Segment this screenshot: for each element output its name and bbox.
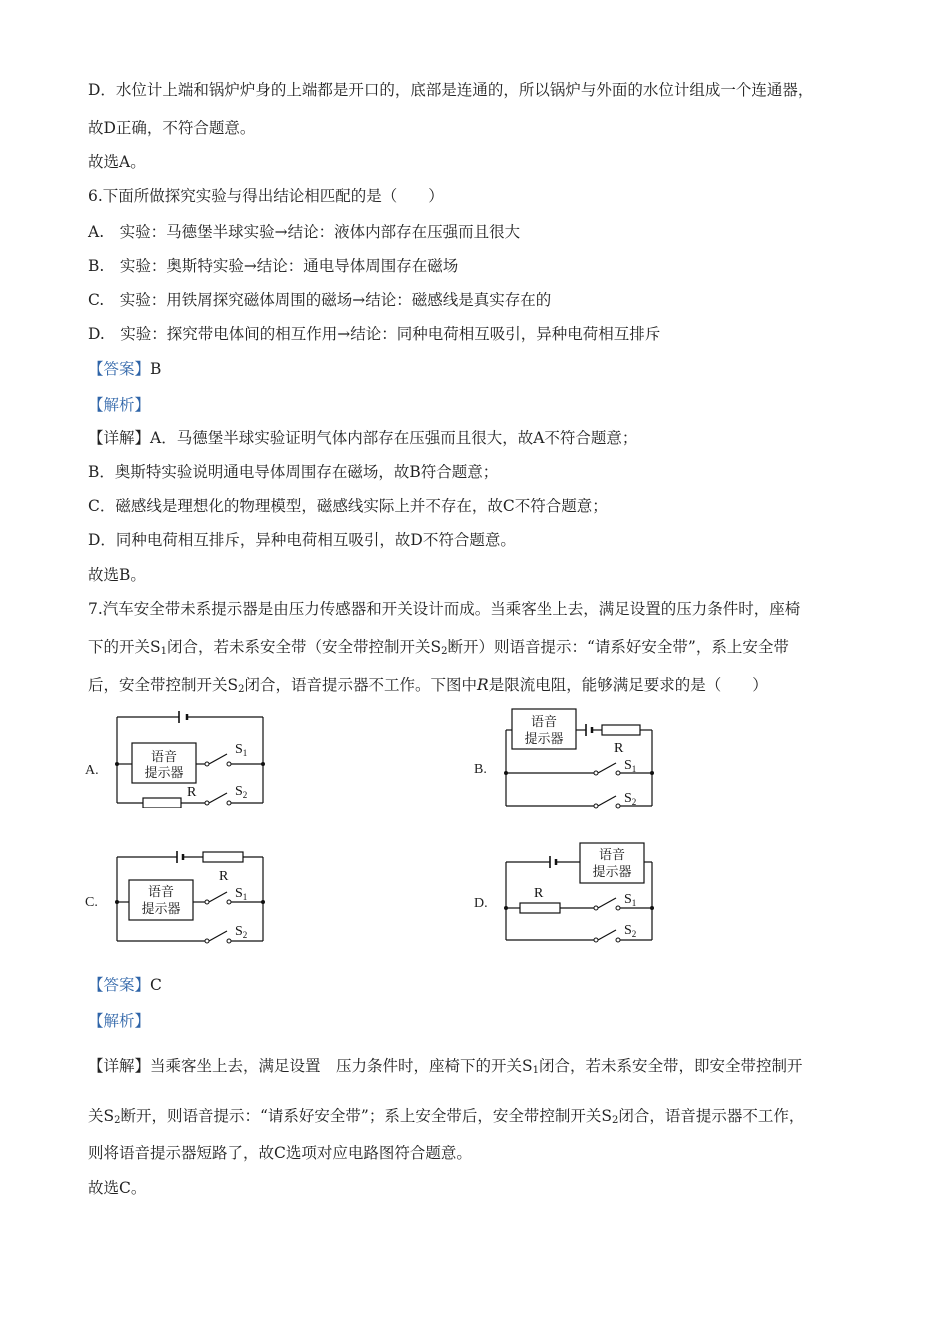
- q7-detail-line1: [88, 1056, 803, 1081]
- circuit-c-device-l2: 提示器: [141, 902, 181, 917]
- circuit-d-device-l2: 提示器: [592, 865, 632, 880]
- q7-stem-l2-b: 闭合，若未系安全带（安全带控制开关S: [167, 638, 442, 656]
- q7-stem-l2-c: 断开）则语音提示：“请系好安全带”，系上安全带: [447, 638, 789, 656]
- q6-detail-line1: [88, 428, 637, 448]
- circuit-d-s2: $S_2$: [624, 923, 637, 939]
- q7-stem-l3-c: 是限流电阻，能够满足要求的是（ ）: [488, 676, 768, 694]
- circuit-b-s1: $S_1$: [624, 758, 637, 774]
- q7-stem-l3-b: 闭合，语音提示器不工作。下图中: [244, 676, 478, 694]
- q7-analysis-label: 【解析】: [88, 1012, 151, 1030]
- q7-detail-l2-a: 关S: [88, 1107, 115, 1125]
- circuit-a-label: A.: [85, 763, 99, 778]
- q6-answer-tag: 【答案】: [88, 360, 151, 378]
- circuit-b-device-l2: 提示器: [524, 732, 564, 747]
- q6-detail-line2: B．奥斯特实验说明通电导体周围存在磁场，故B符合题意；: [88, 463, 499, 481]
- q7-stem-sub2b: 2: [238, 684, 245, 695]
- circuit-a-r: R: [187, 785, 197, 800]
- circuit-b-r: R: [614, 741, 624, 756]
- q7-detail-sub2b: 2: [611, 1115, 619, 1126]
- q7-detail-sub1: 1: [532, 1065, 540, 1076]
- q7-detail-l2-c: 闭合，语音提示器不工作，: [618, 1107, 805, 1125]
- q6-option-b: B. 实验：奥斯特实验→结论：通电导体周围存在磁场: [88, 257, 459, 275]
- q7-stem-line3: [88, 675, 768, 700]
- circuit-c: [85, 845, 275, 945]
- circuit-a-s1: $S_1$: [235, 742, 248, 758]
- q7-stem-line2: [88, 637, 789, 662]
- q6-detail-text-a: A．马德堡半球实验证明气体内部存在压强而且很大，故A不符合题意；: [150, 429, 638, 447]
- prev-option-d-line1: D．水位计上端和锅炉炉身的上端都是开口的，底部是连通的，所以锅炉与外面的水位计组成一个连通器，: [88, 81, 814, 99]
- q7-detail-line3: 则将语音提示器短路了，故C选项对应电路图符合题意。: [88, 1144, 472, 1162]
- q6-option-a: A. 实验：马德堡半球实验→结论：液体内部存在压强而且很大: [88, 223, 521, 241]
- circuit-b-label: B.: [474, 762, 487, 777]
- prev-conclusion: 故选A。: [88, 153, 146, 171]
- q6-detail-line4: D．同种电荷相互排斥，异种电荷相互吸引，故D不符合题意。: [88, 531, 516, 549]
- q6-conclusion: 故选B。: [88, 566, 146, 584]
- q7-stem-l3-a: 后，安全带控制开关S: [88, 676, 239, 694]
- circuit-c-r: R: [219, 869, 229, 884]
- q6-detail-tag: 【详解】: [88, 429, 151, 447]
- q6-option-d: D. 实验：探究带电体间的相互作用→结论：同种电荷相互吸引，异种电荷相互排斥: [88, 325, 661, 343]
- circuit-d-device-l1: 语音: [598, 848, 626, 863]
- q6-answer-value: B: [150, 360, 162, 378]
- q7-answer-value: C: [150, 976, 162, 994]
- q7-stem-sub2: 2: [441, 646, 448, 657]
- q6-analysis-label: 【解析】: [88, 396, 151, 414]
- circuit-a-device-l1: 语音: [150, 750, 178, 765]
- q7-stem-line1: 7.汽车安全带未系提示器是由压力传感器和开关设计而成。当乘客坐上去，满足设置的压力条件时，座椅: [88, 600, 801, 618]
- circuit-d-s1: $S_1$: [624, 892, 637, 908]
- q6-option-c: C. 实验：用铁屑探究磁体周围的磁场→结论：磁感线是真实存在的: [88, 291, 552, 309]
- q7-stem-r: R: [477, 676, 489, 694]
- circuit-b-device-l1: 语音: [530, 715, 558, 730]
- q7-detail-line2: [88, 1106, 804, 1131]
- circuit-d-label: D.: [474, 896, 488, 911]
- circuit-d-r: R: [534, 886, 544, 901]
- circuit-a: [85, 708, 275, 808]
- prev-option-d-line2: 故D正确，不符合题意。: [88, 119, 256, 137]
- q7-analysis-tag: [88, 1011, 150, 1031]
- circuit-c-s2: $S_2$: [235, 924, 248, 940]
- q7-answer: [88, 975, 162, 995]
- q7-answer-tag: 【答案】: [88, 976, 151, 994]
- circuit-d: [474, 840, 664, 946]
- circuit-b-s2: $S_2$: [624, 791, 637, 807]
- q7-detail-l1-b: 闭合，若未系安全带，即安全带控制开: [539, 1057, 803, 1075]
- q7-stem-sub1: 1: [160, 646, 167, 657]
- q7-detail-sub2: 2: [114, 1115, 121, 1126]
- q7-detail-l1-a: 当乘客坐上去，满足设置 压力条件时，座椅下的开关S: [150, 1057, 533, 1075]
- circuit-b: [474, 706, 664, 812]
- q6-detail-line3: C．磁感线是理想化的物理模型，磁感线实际上并不存在，故C不符合题意；: [88, 497, 608, 515]
- circuit-a-s2: $S_2$: [235, 784, 248, 800]
- circuit-a-device-l2: 提示器: [144, 766, 184, 781]
- circuit-c-s1: $S_1$: [235, 886, 248, 902]
- q6-answer: [88, 359, 161, 379]
- circuit-c-label: C.: [85, 895, 98, 910]
- q7-detail-tag: 【详解】: [88, 1057, 151, 1075]
- q6-stem: 6.下面所做探究实验与得出结论相匹配的是（ ）: [88, 187, 444, 205]
- q7-conclusion: 故选C。: [88, 1179, 147, 1197]
- q6-analysis-tag: [88, 395, 150, 415]
- q7-detail-l2-b: 断开，则语音提示：“请系好安全带”；系上安全带后，安全带控制开关S: [120, 1107, 612, 1125]
- circuit-c-device-l1: 语音: [147, 885, 175, 900]
- q7-stem-l2-a: 下的开关S: [88, 638, 161, 656]
